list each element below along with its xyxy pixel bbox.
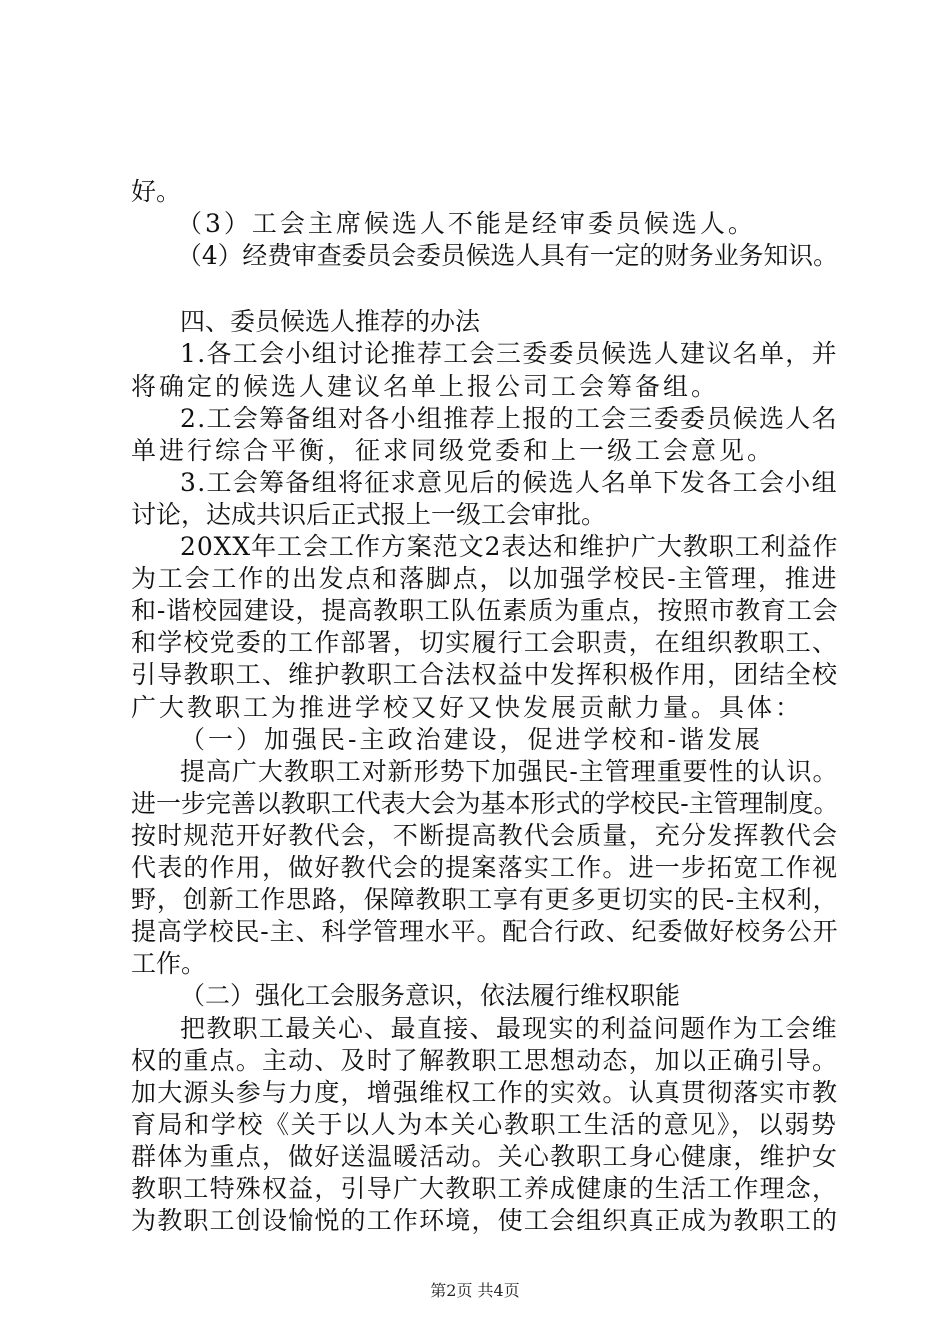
subsection-heading: （一）加强民-主政治建设，促进学校和-谐发展 <box>180 724 763 754</box>
text-line: 好。 <box>131 177 182 206</box>
text-line: 和-谐校园建设，提高教职工队伍素质为重点，按照市教育工会 <box>131 596 839 626</box>
text-line: （3）工会主席候选人不能是经审委员候选人。 <box>177 209 756 239</box>
text-line: 广大教职工为推进学校又好又快发展贡献力量。具体： <box>131 692 804 722</box>
section-heading: 四、委员候选人推荐的办法 <box>180 307 481 337</box>
text-line: 育局和学校《关于以人为本关心教职工生活的意见》，以弱势 <box>131 1109 838 1139</box>
page-number: 第2页 共4页 <box>430 1281 520 1301</box>
text-line: 1.各工会小组讨论推荐工会三委委员候选人建议名单，并 <box>180 339 838 369</box>
subsection-heading: （二）强化工会服务意识，依法履行维权职能 <box>180 981 681 1011</box>
text-line: 单进行综合平衡，征求同级党委和上一级工会意见。 <box>131 435 776 465</box>
text-line: 进一步完善以教职工代表大会为基本形式的学校民-主管理制度。 <box>131 788 839 818</box>
text-line: 为工会工作的出发点和落脚点，以加强学校民-主管理，推进 <box>131 564 839 594</box>
text-line: 和学校党委的工作部署，切实履行工会职责，在组织教职工、 <box>131 628 839 658</box>
text-line: 提高学校民-主、科学管理水平。配合行政、纪委做好校务公开 <box>131 917 839 947</box>
text-line: 2.工会筹备组对各小组推荐上报的工会三委委员候选人名 <box>180 403 838 433</box>
text-line: 将确定的候选人建议名单上报公司工会筹备组。 <box>131 371 720 401</box>
text-line: 按时规范开好教代会，不断提高教代会质量，充分发挥教代会 <box>131 820 839 850</box>
page-footer <box>0 1281 950 1301</box>
text-line: 引导教职工、维护教职工合法权益中发挥积极作用，团结全校 <box>131 660 839 690</box>
text-line: 讨论，达成共识后正式报上一级工会审批。 <box>131 499 607 529</box>
text-line: 20XX年工会工作方案范文2表达和维护广大教职工利益作 <box>180 532 839 561</box>
text-line: 群体为重点，做好送温暖活动。关心教职工身心健康，维护女 <box>131 1141 839 1171</box>
text-line: 为教职工创设愉悦的工作环境，使工会组织真正成为教职工的 <box>131 1206 839 1236</box>
text-line: 野，创新工作思路，保障教职工享有更多更切实的民-主权利， <box>131 885 839 915</box>
text-line: 工作。 <box>131 949 207 979</box>
text-line: 代表的作用，做好教代会的提案落实工作。进一步拓宽工作视 <box>131 853 839 882</box>
text-line: 提高广大教职工对新形势下加强民-主管理重要性的认识。 <box>180 756 839 786</box>
text-line: 教职工特殊权益，引导广大教职工养成健康的生活工作理念， <box>131 1174 839 1203</box>
text-line: 权的重点。主动、及时了解教职工思想动态，加以正确引导。 <box>131 1045 839 1075</box>
text-line: 3.工会筹备组将征求意见后的候选人名单下发各工会小组 <box>180 467 838 497</box>
text-line: 加大源头参与力度，增强维权工作的实效。认真贯彻落实市教 <box>131 1077 839 1107</box>
text-line: 把教职工最关心、最直接、最现实的利益问题作为工会维 <box>180 1013 839 1043</box>
text-line: （4）经费审查委员会委员候选人具有一定的财务业务知识。 <box>177 241 838 271</box>
